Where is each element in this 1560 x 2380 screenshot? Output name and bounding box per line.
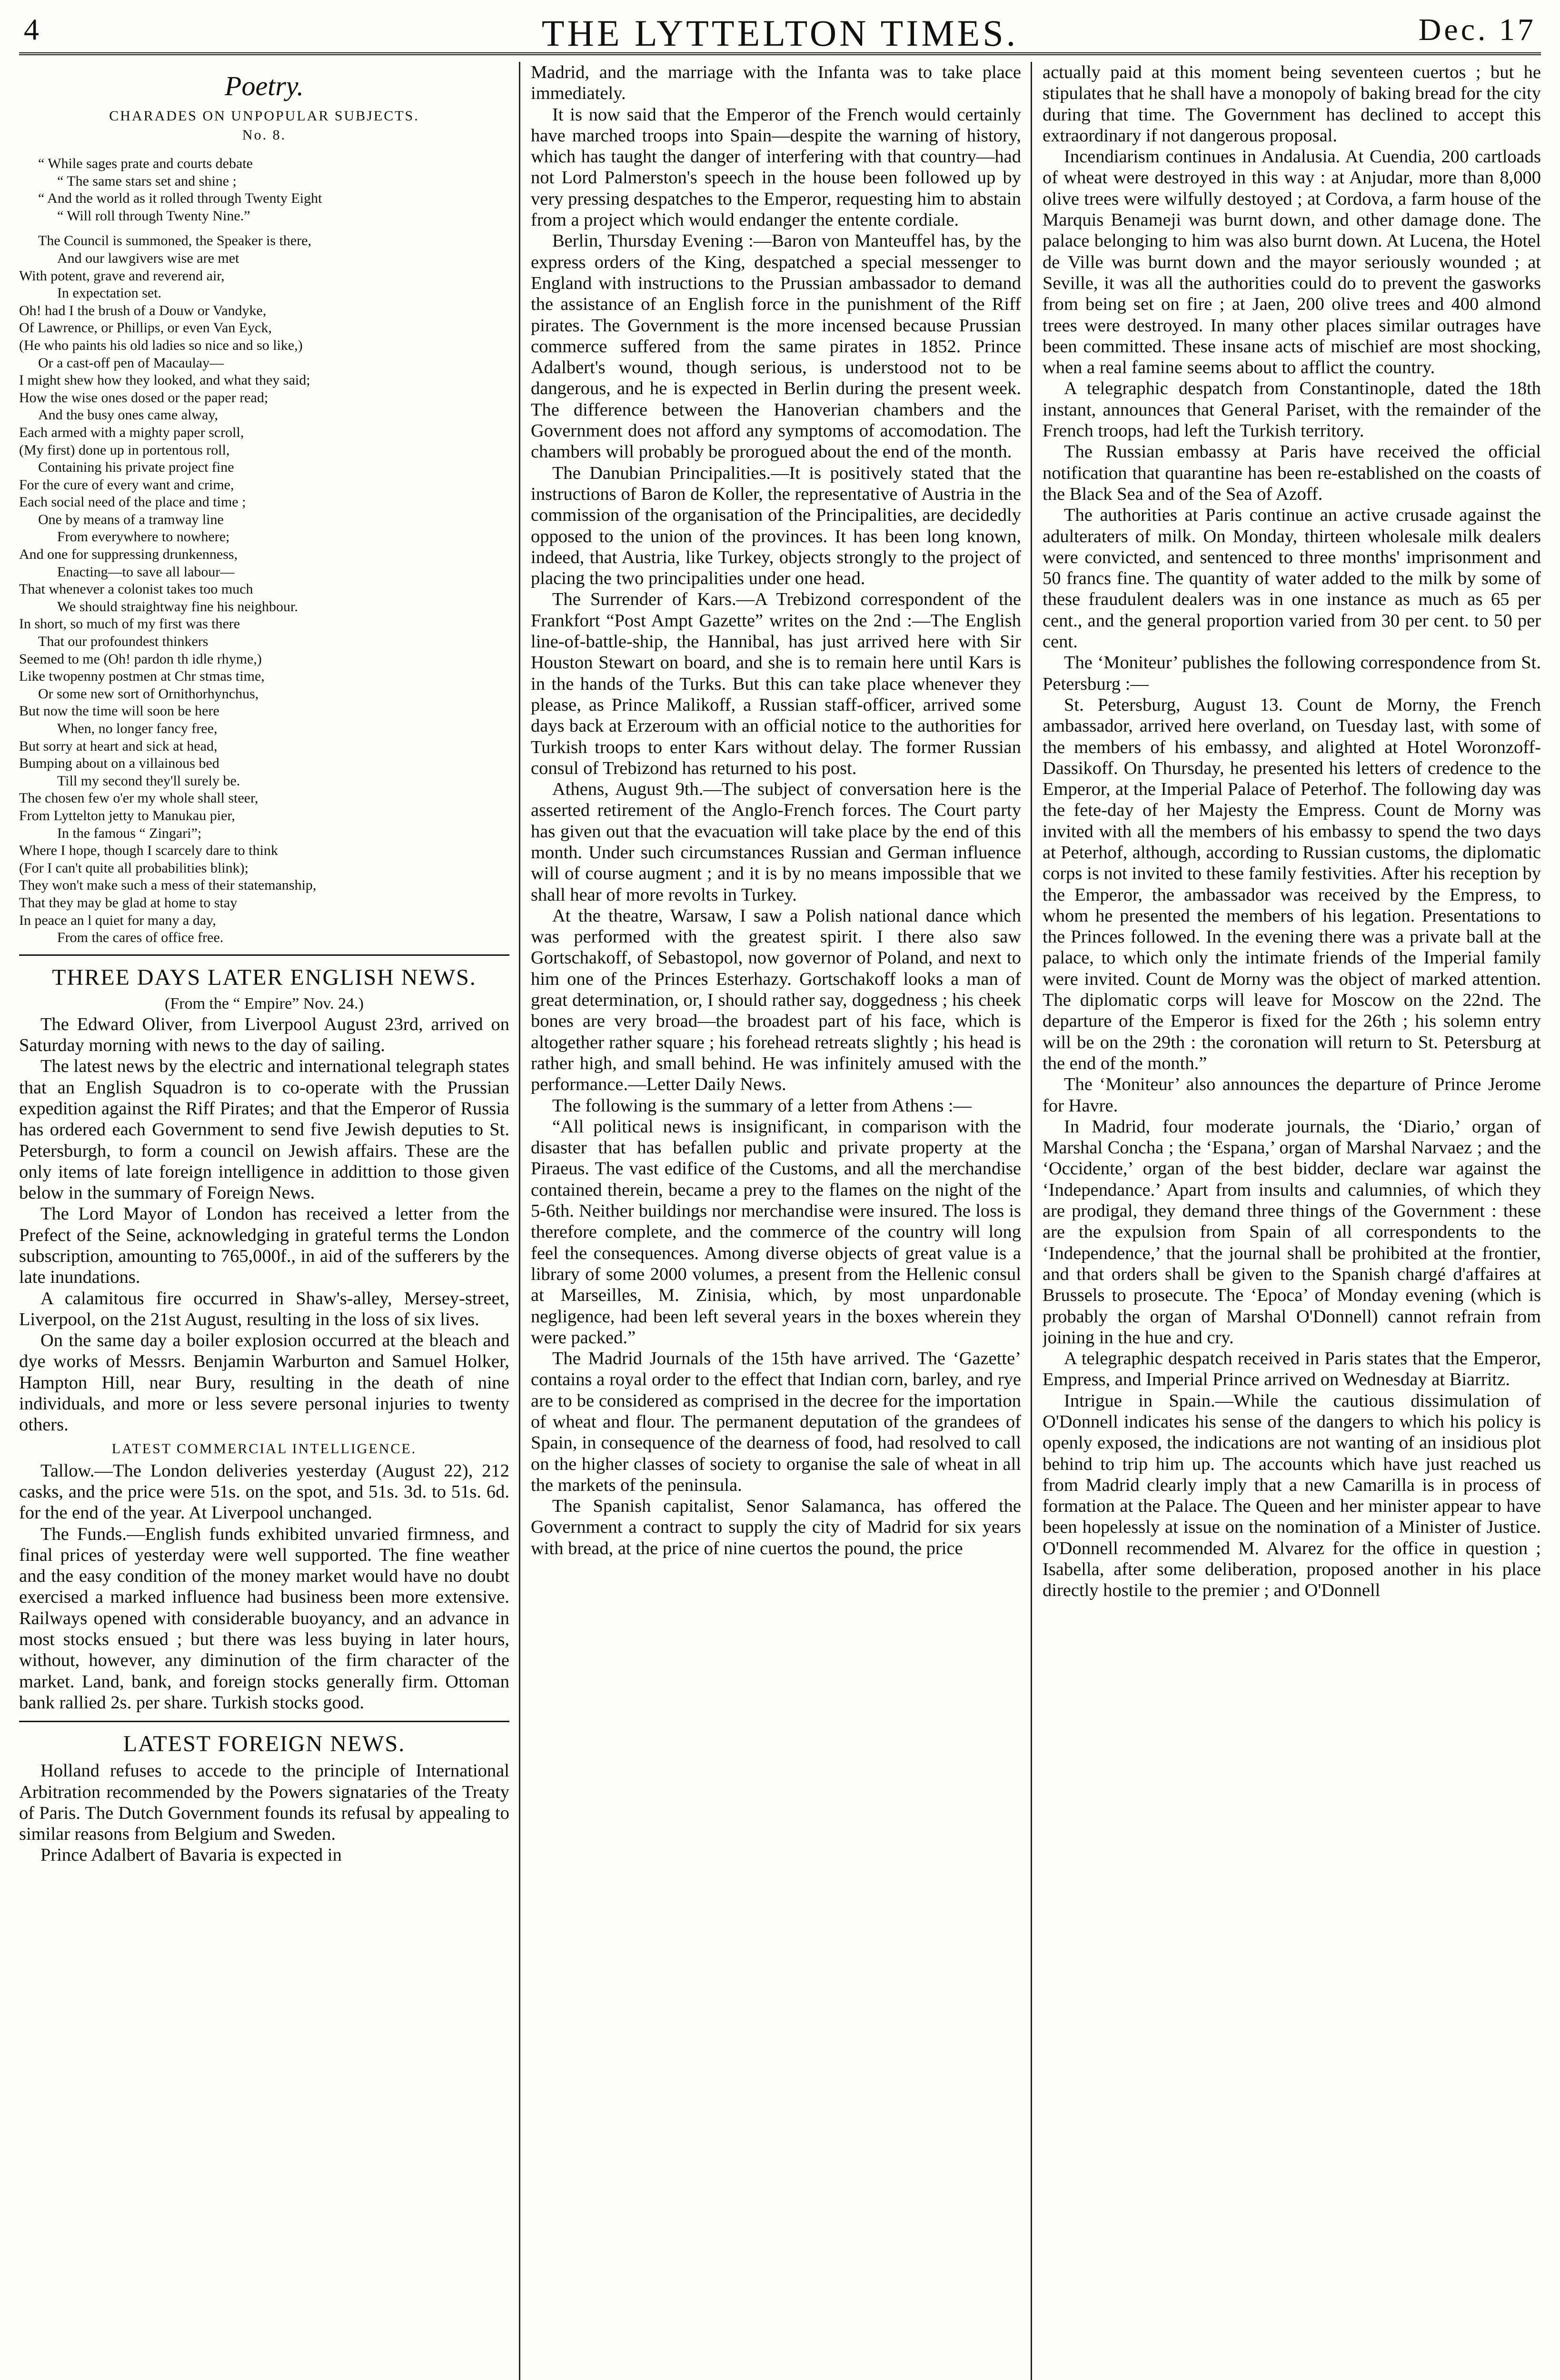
column-rule	[1031, 62, 1032, 2380]
poem-line: (For I can't quite all probabilities blink);	[19, 860, 248, 876]
poem-line: Seemed to me (Oh! pardon th idle rhyme,)	[19, 651, 262, 667]
poem-line: The Council is summoned, the Speaker is there,	[38, 233, 312, 249]
poem-line: Oh! had I the brush of a Douw or Vandyke,	[19, 302, 267, 318]
article-paragraph: Madrid, and the marriage with the Infanta was to take place immediately.	[531, 62, 1021, 104]
poem-line: With potent, grave and reverend air,	[19, 268, 225, 284]
article-paragraph: actually paid at this moment being seventeen cuertos ; but he stipulates that he shall have a monopoly of baking bread for the city during that time. The Government has declined to accept this extraordinary if not dangerous proposal.	[1043, 62, 1541, 146]
poem-line: Of Lawrence, or Phillips, or even Van Eyck,	[19, 320, 272, 336]
article-paragraph: It is now said that the Emperor of the French would certainly have marched troops into Spain—despite the warning of history, which has taught the danger of interfering with that country—had not Lord Palmerston's speech in the house been followed up by very pressing despatches to the Emperor, requesting him to abstain from a project which would endanger the entente cordiale.	[531, 104, 1021, 230]
poem-line: Containing his private project fine	[38, 459, 234, 476]
poem-line: That they may be glad at home to stay	[19, 894, 238, 911]
poem-line: The chosen few o'er my whole shall steer,	[19, 790, 258, 806]
poem-line: How the wise ones dosed or the paper read;	[19, 389, 268, 406]
poem-line: Where I hope, though I scarcely dare to think	[19, 843, 278, 859]
poem-line: Bumping about on a villainous bed	[19, 755, 219, 772]
poem-line: That whenever a colonist takes too much	[19, 581, 253, 597]
article-paragraph: The following is the summary of a letter from Athens :—	[552, 1095, 972, 1116]
article-paragraph: The Madrid Journals of the 15th have arrived. The ‘Gazette’ contains a royal order to the effect that Indian corn, barley, and rye are to be considered as comprised in the decree for the importation of wheat and flour. The permanent deputation of the grandees of Spain, in consequence of the dearness of food, had resolved to call on the higher classes of society to organise the sale of wheat in all the markets of the peninsula.	[531, 1349, 1021, 1495]
article-paragraph: Berlin, Thursday Evening :—Baron von Manteuffel has, by the express orders of the King, despatched a special messenger to England with instructions to the Prussian ambassador to demand the assistance of an English force in the punishment of the Riff pirates. The Government is the more incensed because Prussian commerce suffered from the same pirates in 1852. Prince Adalbert's wound, though serious, is understood not to be dangerous, and he is expected in Berlin during the present week. The difference between the Hanoverian chambers and the Government does not afford any symptoms of accomodation. The chambers will probably be prorogued about the end of the month.	[531, 231, 1021, 462]
poem-line: Or some new sort of Ornithorhynchus,	[38, 685, 259, 702]
poem-line: That our profoundest thinkers	[38, 634, 209, 650]
poem-line: In expectation set.	[57, 285, 162, 301]
poem-line: Enacting—to save all labour—	[57, 564, 235, 580]
article-paragraph: The Russian embassy at Paris have received the official notification that quarantine has been re-established on the coasts of the Black Sea and of the Sea of Azoff.	[1043, 442, 1541, 504]
poem	[19, 155, 509, 947]
article-paragraph: A telegraphic despatch received in Paris states that the Emperor, Empress, and Imperial Prince arrived on Wednesday at Biarritz.	[1043, 1349, 1541, 1390]
poem-number: No. 8.	[242, 127, 287, 143]
poem-line: But now the time will soon be here	[19, 703, 219, 719]
issue-date: Dec. 17	[1418, 12, 1536, 47]
article-paragraph: The Danubian Principalities.—It is positively stated that the instructions of Baron de Koller, the representative of Austria in the commission of the organisation of the Principalities, are decidedly opposed to the union of the provinces. It has been long known, indeed, that Austria, like Turkey, objects strongly to the project of placing the two principalities under one head.	[531, 463, 1021, 589]
poem-line: When, no longer fancy free,	[57, 721, 218, 736]
article-paragraph: Incendiarism continues in Andalusia. At Cuendia, 200 cartloads of wheat were destroyed in this way : at Anjudar, more than 8,000 olive trees were wilfully destoyed ; at Cordova, a farm house of the Marquis Benameji was burnt down, and other damage done. The palace belonging to him was also burnt down. At Lucena, the Hotel de Ville was burnt down and the mayor seriously wounded ; at Seville, it was all the authorities could do to prevent the gasworks from being set on fire ; at Jaen, 200 olive trees and 400 almond trees were destroyed. In many other places similar outrages have been committed. These insane acts of mischief are most shocking, when a real famine seems about to afflict the country.	[1043, 147, 1541, 378]
poem-line: One by means of a tramway line	[38, 511, 224, 527]
article-paragraph: The Surrender of Kars.—A Trebizond correspondent of the Frankfort “Post Ampt Gazette” writes on the 2nd :—The English line-of-battle-ship, the Hannibal, has just arrived here with Sir Houston Stewart on board, and she is to remain here until Kars is in the hands of the Turks. But this can take place whenever they please, as Prince Malikoff, a Russian staff-officer, arrived some days back at Erzeroum with an official notice to the authorities for Turkish troops to enter Kars without delay. The former Russian consul of Trebizond has returned to his post.	[531, 589, 1021, 778]
column-rule	[519, 62, 520, 2380]
section-divider	[19, 1721, 509, 1722]
article-paragraph: The Funds.—English funds exhibited unvaried firmness, and final prices of yesterday were well supported. The fine weather and the easy condition of the money market would have no doubt exercised a marked influence had business been more extensive. Railways opened with considerable buoyancy, and an advance in most stocks ensued ; but there was less buying in later hours, without, however, any diminution of the firm character of the market. Land, bank, and foreign stocks generally firm. Ottoman bank rallied 2s. per share. Turkish stocks good.	[19, 1524, 509, 1713]
masthead	[19, 10, 1541, 55]
poem-line: In peace an l quiet for many a day,	[19, 912, 216, 928]
article-paragraph: Prince Adalbert of Bavaria is expected in	[40, 1845, 342, 1865]
article-paragraph: St. Petersburg, August 13. Count de Morny, the French ambassador, arrived here overland, on Tuesday last, with some of the members of his embassy, and alighted at Hotel Woronzoff-Dassikoff. On Thursday, he presented his letters of credence to the Emperor, at the Imperial Palace of Peterhof. The following day was the fete-day of her Majesty the Empress. Count de Morny was invited with all the members of his embassy to spend the two days at Peterhof, although, according to Russian customs, the diplomatic corps is not invited to these family festivities. After his reception by the Emperor, the ambassador was received by the Empress, to whom he presented the members of his legation. Presentations to the Princes followed. In the evening there was a private ball at the palace, to which only the intimate friends of the Imperial family were invited. Count de Morny was the object of marked attention. The diplomatic corps will leave for Moscow on the 22nd. The departure of the Emperor is fixed for the 26th ; his solemn entry will be on the 29th : the coronation will return to St. Petersburg at the end of the month.”	[1043, 694, 1541, 1073]
article-paragraph: The authorities at Paris continue an active crusade against the adulteraters of milk. On Monday, thirteen wholesale milk dealers were convicted, and sentenced to three months' imprisonment and 50 francs fine. The quantity of water added to the milk by some of these fraudulent dealers was in one instance as much as 65 per cent., and the general proportion varied from 30 per cent. to 50 per cent.	[1043, 505, 1541, 652]
article-paragraph: Athens, August 9th.—The subject of conversation here is the asserted retirement of the Anglo-French forces. The Court party has given out that the evacuation will take place by the end of this month. Under such circumstances Russian and German influence will of course augment ; and it is by no means impossible that we shall hear of more revolts in Turkey.	[531, 779, 1021, 905]
poem-line: And the busy ones came alway,	[38, 407, 218, 423]
article-paragraph: Holland refuses to accede to the principle of International Arbitration recommended by the Powers signataries of the Treaty of Paris. The Dutch Government founds its refusal by appealing to similar reasons from Belgium and Sweden.	[19, 1761, 509, 1844]
column-2	[531, 62, 1021, 2380]
newspaper-title: THE LYTTELTON TIMES.	[541, 12, 1019, 54]
poem-line: From the cares of office free.	[57, 930, 224, 946]
article-paragraph: A calamitous fire occurred in Shaw's-alley, Mersey-street, Liverpool, on the 21st August, resulting in the loss of six lives.	[19, 1288, 509, 1329]
article-paragraph: The Lord Mayor of London has received a letter from the Prefect of the Seine, acknowledging in grateful terms the London subscription, amounting to 765,000f., in aid of the sufferers by the late inundations.	[19, 1204, 509, 1288]
poem-line: Till my second they'll surely be.	[57, 773, 240, 789]
section-divider	[19, 954, 509, 956]
poetry-heading: Poetry.	[225, 70, 304, 101]
article-paragraph: On the same day a boiler explosion occurred at the bleach and dye works of Messrs. Benjamin Warburton and Samuel Holker, Hampton Hill, near Bury, resulting in the death of nine individuals, and more or less severe personal injuries to twenty others.	[19, 1330, 509, 1435]
poem-title: CHARADES ON UNPOPULAR SUBJECTS.	[109, 108, 419, 124]
article-paragraph: In Madrid, four moderate journals, the ‘Diario,’ organ of Marshal Concha ; the ‘Espana,’ organ of Marshal Narvaez ; and the ‘Occidente,’ organ of the best bidder, declare war against the ‘Independance.’ Apart from insults and calumnies, of which they are prodigal, they demand three things of the Government : these are the expulsion from Spain of all correspondents to the ‘Independence,’ that the journal shall be prohibited at the frontier, and that orders shall be given to the Spanish chargé d'affaires at Brussels to prosecute. The ‘Epoca’ of Monday evening (which is probably the organ of Marshal O'Donnell) cannot refrain from joining in the hue and cry.	[1043, 1116, 1541, 1348]
section-heading: THREE DAYS LATER ENGLISH NEWS.	[52, 964, 477, 990]
poem-line: I might shew how they looked, and what they said;	[19, 372, 310, 388]
poem-line: For the cure of every want and crime,	[19, 476, 234, 493]
poem-line: But sorry at heart and sick at head,	[19, 738, 218, 754]
article-paragraph: “All political news is insignificant, in comparison with the disaster that has befallen public and private property at the Piraeus. The vast edifice of the Customs, and all the merchandise contained therein, became a prey to the flames on the night of the 5-6th. Neither buildings nor merchandise were insured. The loss is therefore complete, and the commerce of the country will long feel the consequences. Among diverse objects of great value is a library of some 2000 volumes, a present from the Hellenic consul at Marseilles, M. Zinisia, which, by most unpardonable negligence, had been left several years in the boxes wherein they were packed.”	[531, 1116, 1021, 1348]
article-paragraph: The ‘Moniteur’ publishes the following correspondence from St. Petersburg :—	[1043, 653, 1541, 694]
poem-line: And one for suppressing drunkenness,	[19, 546, 238, 563]
poem-line: Each social need of the place and time ;	[19, 494, 246, 510]
article-paragraph: The latest news by the electric and international telegraph states that an English Squadron is to co-operate with the Prussian expedition against the Riff Pirates; and that the Emperor of Russia has ordered each Government to send five Jewish deputies to St. Petersburgh, to form a council on Jewish affairs. These are the only items of late foreign intelligence in addittion to those given below in the summary of Foreign News.	[19, 1056, 509, 1203]
epigraph-line: “ And the world as it rolled through Twenty Eight	[38, 190, 322, 207]
source-line: (From the “ Empire” Nov. 24.)	[165, 994, 364, 1012]
article-paragraph: A telegraphic despatch from Constantinople, dated the 18th instant, announces that General Pariset, with the remainder of the French troops, had left the Turkish territory.	[1043, 378, 1541, 441]
commercial-heading: LATEST COMMERCIAL INTELLIGENCE.	[111, 1440, 417, 1457]
article-paragraph: Intrigue in Spain.—While the cautious dissimulation of O'Donnell indicates his sense of the dangers to which his policy is openly exposed, the indications are not wanting of an insidious plot behind to trip him up. The accounts which have just reached us from Madrid clearly imply that a new Camarilla is in process of formation at the Palace. The Queen and her minister appear to have been hopelessly at issue on the nomination of a Minister of Justice. O'Donnell recommended M. Alvarez for the office in question ; Isabella, after some deliberation, proposed another in his place directly hostile to the premier ; and O'Donnell	[1043, 1390, 1541, 1601]
column-3	[1043, 62, 1541, 2380]
article-paragraph: The ‘Moniteur’ also announces the departure of Prince Jerome for Havre.	[1043, 1074, 1541, 1116]
poem-line: We should straightway fine his neighbour.	[57, 598, 298, 615]
poem-line: From Lyttelton jetty to Manukau pier,	[19, 807, 235, 823]
poem-line: Or a cast-off pen of Macaulay—	[38, 355, 224, 371]
poem-line: They won't make such a mess of their statemanship,	[19, 877, 317, 893]
epigraph-line: “ The same stars set and shine ;	[57, 173, 237, 189]
poem-line: Each armed with a mighty paper scroll,	[19, 424, 244, 440]
epigraph-line: “ Will roll through Twenty Nine.”	[57, 208, 250, 224]
poem-line: In the famous “ Zingari”;	[57, 825, 202, 841]
article-paragraph: The Edward Oliver, from Liverpool August 23rd, arrived on Saturday morning with news to the day of sailing.	[19, 1014, 509, 1056]
poem-line: (My first) done up in portentous roll,	[19, 442, 230, 458]
epigraph-line: “ While sages prate and courts debate	[38, 156, 253, 171]
article-paragraph: At the theatre, Warsaw, I saw a Polish national dance which was performed with the greatest spirit. I there also saw Gortschakoff, of Sebastopol, now governor of Poland, and next to him one of the Princes Esterhazy. Gortschakoff looks a man of great determination, or, I should rather say, doggedness ; his cheek bones are very broad—the broadest part of his face, which is altogether rather square ; his forehead retreats slightly ; his head is rather high, and small behind. He was infinitely amused with the performance.—Letter Daily News.	[531, 905, 1021, 1095]
poem-line: Like twopenny postmen at Chr stmas time,	[19, 668, 265, 684]
article-paragraph: The Spanish capitalist, Senor Salamanca, has offered the Government a contract to supply the city of Madrid for six years with bread, at the price of nine cuertos the pound, the price	[531, 1496, 1021, 1558]
poem-line: And our lawgivers wise are met	[57, 250, 239, 266]
poem-line: From everywhere to nowhere;	[57, 529, 230, 545]
article-paragraph: Tallow.—The London deliveries yesterday (August 22), 212 casks, and the price were 51s. on the spot, and 51s. 3d. to 51s. 6d. for the end of the year. At Liverpool unchanged.	[19, 1460, 509, 1523]
page-number: 4	[24, 12, 39, 46]
poem-line: In short, so much of my first was there	[19, 616, 240, 632]
poem-line: (He who paints his old ladies so nice and so like,)	[19, 337, 303, 353]
column-1	[19, 62, 509, 2380]
section-heading: LATEST FOREIGN NEWS.	[123, 1731, 406, 1757]
